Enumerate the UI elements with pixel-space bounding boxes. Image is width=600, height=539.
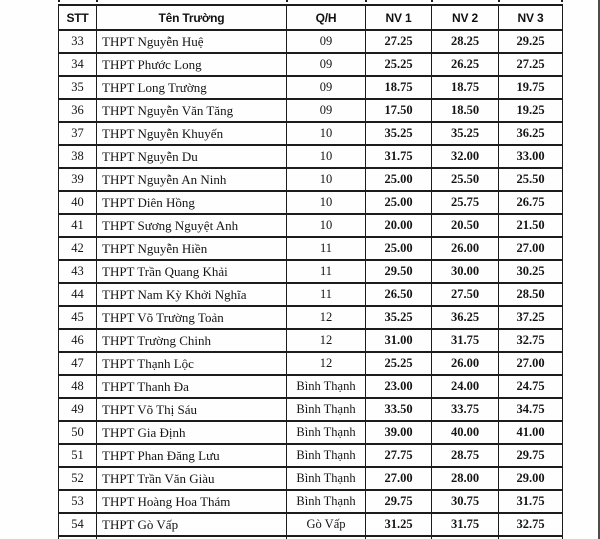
cell-district: 11 (287, 237, 366, 260)
cell-nv1: 27.75 (366, 444, 432, 467)
column-header-nv2: NV 2 (432, 5, 499, 30)
cell-stt: 50 (59, 421, 97, 444)
cell-nv1: 31.00 (366, 329, 432, 352)
cell-stt: 36 (59, 99, 97, 122)
cell-school-name: THPT Trường Chinh (97, 329, 287, 352)
table-body (59, 30, 563, 536)
cell-nv2: 27.50 (432, 283, 499, 306)
cell-nv2: 20.50 (432, 214, 499, 237)
cell-nv2: 26.00 (432, 352, 499, 375)
cell-stt: 51 (59, 444, 97, 467)
cell-school-name: THPT Nguyễn Huệ (97, 30, 287, 53)
table-row (59, 467, 563, 490)
cell-nv1: 35.25 (366, 122, 432, 145)
column-header-nv3: NV 3 (499, 5, 563, 30)
cell-school-name: THPT Gia Định (97, 421, 287, 444)
cell-district: Bình Thạnh (287, 444, 366, 467)
cell-school-name: THPT Võ Trường Toản (97, 306, 287, 329)
table-row (59, 237, 563, 260)
cell-school-name: THPT Nam Kỳ Khởi Nghĩa (97, 283, 287, 306)
cell-nv3: 31.75 (499, 490, 563, 513)
cell-district: 12 (287, 352, 366, 375)
cell-nv1: 25.00 (366, 168, 432, 191)
cell-stt: 44 (59, 283, 97, 306)
cell-nv1: 17.50 (366, 99, 432, 122)
cell-school-name: THPT Long Trường (97, 76, 287, 99)
cell-school-name: THPT Phước Long (97, 53, 287, 76)
cell-district: 09 (287, 99, 366, 122)
cell-nv3: 26.75 (499, 191, 563, 214)
table-row (59, 260, 563, 283)
table-row (59, 490, 563, 513)
cell-school-name: THPT Trần Quang Khải (97, 260, 287, 283)
scores-table-wrap (58, 4, 563, 539)
cell-nv1: 31.75 (366, 145, 432, 168)
cell-nv1: 27.00 (366, 467, 432, 490)
table-row (59, 145, 563, 168)
cut-line (365, 0, 367, 2)
cell-nv2: 33.75 (432, 398, 499, 421)
table-row (59, 99, 563, 122)
table-row (59, 421, 563, 444)
cell-nv3: 27.00 (499, 352, 563, 375)
cell-stt: 35 (59, 76, 97, 99)
cell-school-name: THPT Nguyễn Hiền (97, 237, 287, 260)
cell-district: 11 (287, 260, 366, 283)
cell-nv1: 25.00 (366, 237, 432, 260)
cell-school-name: THPT Trần Văn Giàu (97, 467, 287, 490)
cell-stt: 40 (59, 191, 97, 214)
cell-stt: 42 (59, 237, 97, 260)
cell-nv1: 26.50 (366, 283, 432, 306)
cell-nv1: 18.75 (366, 76, 432, 99)
cell-district: 12 (287, 306, 366, 329)
cell-nv3: 29.25 (499, 30, 563, 53)
cell-district: Bình Thạnh (287, 421, 366, 444)
cell-nv1: 25.25 (366, 53, 432, 76)
cell-district: Gò Vấp (287, 513, 366, 536)
table-cut-top-sliver (58, 0, 564, 2)
cell-district: 10 (287, 168, 366, 191)
table-row (59, 191, 563, 214)
column-header-ten-truong: Tên Trường (97, 5, 287, 30)
table-row (59, 53, 563, 76)
cell-school-name: THPT Diên Hồng (97, 191, 287, 214)
cell-nv1: 25.00 (366, 191, 432, 214)
cell-nv1: 39.00 (366, 421, 432, 444)
cell-nv3: 41.00 (499, 421, 563, 444)
cell-nv3: 29.00 (499, 467, 563, 490)
cell-nv3: 19.25 (499, 99, 563, 122)
table-row (59, 283, 563, 306)
cell-nv1: 35.25 (366, 306, 432, 329)
table-row (59, 513, 563, 536)
cell-school-name: THPT Võ Thị Sáu (97, 398, 287, 421)
cell-nv2: 18.50 (432, 99, 499, 122)
cell-nv3: 33.00 (499, 145, 563, 168)
cell-stt: 53 (59, 490, 97, 513)
cell-district: 09 (287, 76, 366, 99)
cell-nv3: 29.75 (499, 444, 563, 467)
cell-stt: 34 (59, 53, 97, 76)
table-row (59, 122, 563, 145)
cell-nv2: 30.75 (432, 490, 499, 513)
table-row (59, 76, 563, 99)
cell-nv1: 23.00 (366, 375, 432, 398)
table-row (59, 30, 563, 53)
cell-nv2: 35.25 (432, 122, 499, 145)
cell-nv2: 28.25 (432, 30, 499, 53)
cell-nv2: 26.25 (432, 53, 499, 76)
cell-school-name: THPT Hoàng Hoa Thám (97, 490, 287, 513)
cell-nv1: 29.50 (366, 260, 432, 283)
cell-nv1: 31.25 (366, 513, 432, 536)
cell-district: 11 (287, 283, 366, 306)
cell-nv1: 27.25 (366, 30, 432, 53)
cell-nv2: 25.50 (432, 168, 499, 191)
cell-nv2: 25.75 (432, 191, 499, 214)
cell-nv2: 30.00 (432, 260, 499, 283)
cell-stt: 46 (59, 329, 97, 352)
cell-nv2: 31.75 (432, 329, 499, 352)
table-row (59, 375, 563, 398)
cell-district: 10 (287, 145, 366, 168)
cell-school-name: THPT Nguyễn Văn Tăng (97, 99, 287, 122)
cell-nv3: 24.75 (499, 375, 563, 398)
table-row (59, 398, 563, 421)
cell-stt: 48 (59, 375, 97, 398)
scores-table (58, 4, 563, 539)
cell-nv2: 36.25 (432, 306, 499, 329)
cell-stt: 38 (59, 145, 97, 168)
cell-district: 09 (287, 53, 366, 76)
cell-school-name: THPT Thanh Đa (97, 375, 287, 398)
cell-nv1: 20.00 (366, 214, 432, 237)
cell-stt: 49 (59, 398, 97, 421)
cell-stt: 45 (59, 306, 97, 329)
cell-district: Bình Thạnh (287, 398, 366, 421)
cell-stt: 52 (59, 467, 97, 490)
cut-line (431, 0, 433, 2)
cell-nv2: 28.00 (432, 467, 499, 490)
cell-stt: 47 (59, 352, 97, 375)
column-header-stt: STT (59, 5, 97, 30)
cell-nv3: 28.50 (499, 283, 563, 306)
column-header-qh: Q/H (287, 5, 366, 30)
table-row (59, 306, 563, 329)
cut-line (561, 0, 563, 2)
cell-school-name: THPT Nguyễn An Ninh (97, 168, 287, 191)
cell-school-name: THPT Gò Vấp (97, 513, 287, 536)
cell-nv3: 21.50 (499, 214, 563, 237)
cell-school-name: THPT Thạnh Lộc (97, 352, 287, 375)
table-header-row (59, 5, 563, 30)
table-row (59, 168, 563, 191)
cell-nv3: 25.50 (499, 168, 563, 191)
cell-nv2: 24.00 (432, 375, 499, 398)
cell-school-name: THPT Nguyễn Du (97, 145, 287, 168)
table-row (59, 444, 563, 467)
table-row (59, 214, 563, 237)
cell-nv2: 26.00 (432, 237, 499, 260)
cell-nv2: 31.75 (432, 513, 499, 536)
cell-district: 10 (287, 214, 366, 237)
cut-line (96, 0, 98, 2)
cell-stt: 33 (59, 30, 97, 53)
cell-nv3: 19.75 (499, 76, 563, 99)
cell-stt: 37 (59, 122, 97, 145)
cell-nv2: 28.75 (432, 444, 499, 467)
cell-nv3: 34.75 (499, 398, 563, 421)
cell-nv3: 27.25 (499, 53, 563, 76)
cell-nv2: 40.00 (432, 421, 499, 444)
table-row (59, 352, 563, 375)
cell-district: 12 (287, 329, 366, 352)
cell-stt: 54 (59, 513, 97, 536)
cut-line (58, 0, 60, 2)
cell-nv1: 29.75 (366, 490, 432, 513)
cell-district: 10 (287, 122, 366, 145)
cell-stt: 43 (59, 260, 97, 283)
cell-nv3: 37.25 (499, 306, 563, 329)
cell-school-name: THPT Nguyễn Khuyến (97, 122, 287, 145)
cell-nv3: 32.75 (499, 329, 563, 352)
cell-district: Bình Thạnh (287, 467, 366, 490)
cell-nv1: 33.50 (366, 398, 432, 421)
cell-nv2: 18.75 (432, 76, 499, 99)
cell-school-name: THPT Phan Đăng Lưu (97, 444, 287, 467)
cell-district: 09 (287, 30, 366, 53)
cell-stt: 41 (59, 214, 97, 237)
cut-line (286, 0, 288, 2)
cell-nv3: 36.25 (499, 122, 563, 145)
cell-district: 10 (287, 191, 366, 214)
cut-line (498, 0, 500, 2)
cell-nv1: 25.25 (366, 352, 432, 375)
cell-district: Bình Thạnh (287, 490, 366, 513)
cell-nv3: 32.75 (499, 513, 563, 536)
column-header-nv1: NV 1 (366, 5, 432, 30)
cell-district: Bình Thạnh (287, 375, 366, 398)
table-row (59, 329, 563, 352)
cell-school-name: THPT Sương Nguyệt Anh (97, 214, 287, 237)
cell-nv3: 27.00 (499, 237, 563, 260)
cell-nv3: 30.25 (499, 260, 563, 283)
table-header (59, 5, 563, 30)
cell-nv2: 32.00 (432, 145, 499, 168)
cell-stt: 39 (59, 168, 97, 191)
